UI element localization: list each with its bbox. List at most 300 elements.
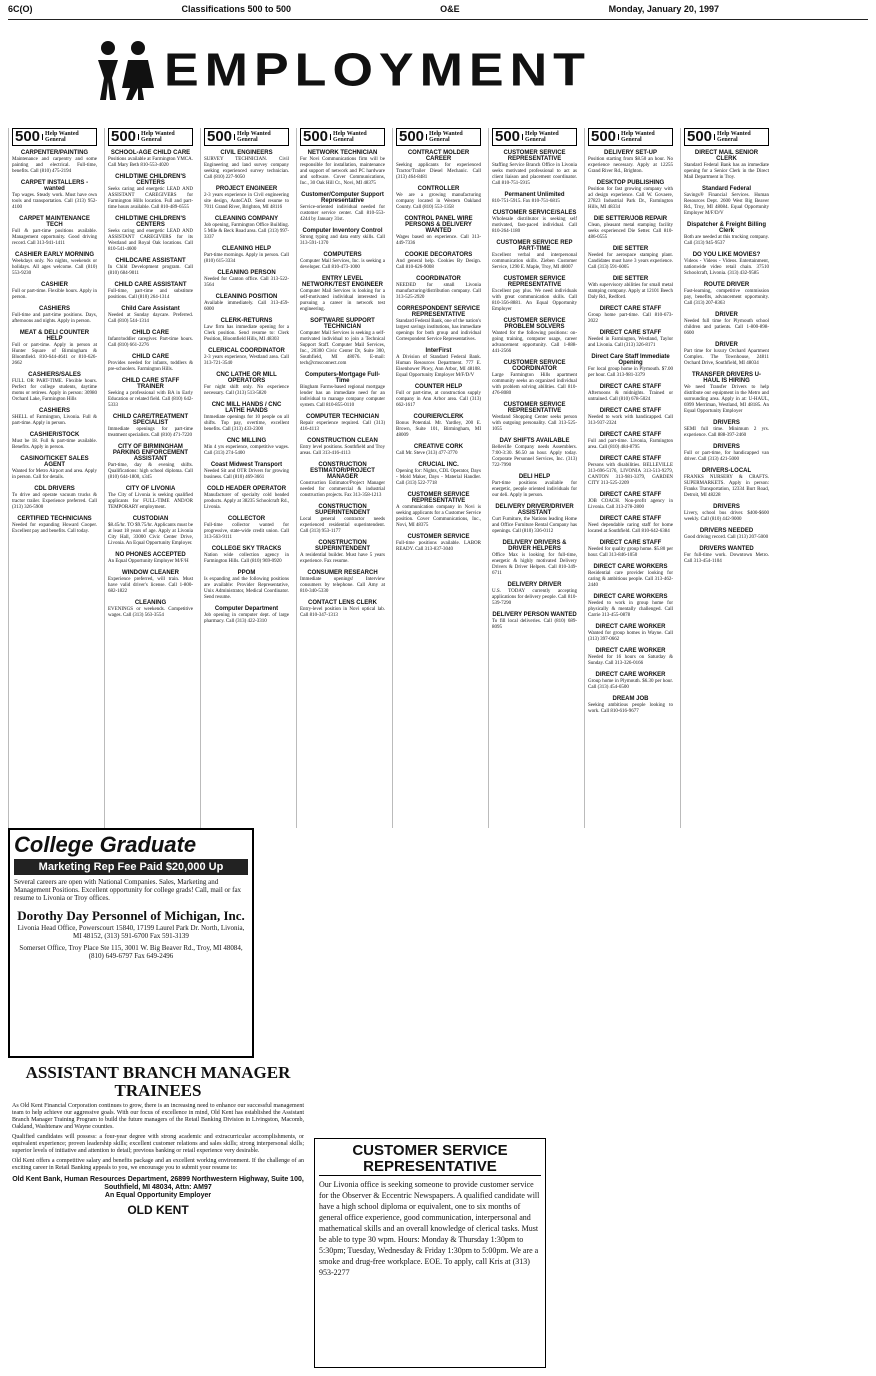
classified-ad <box>492 582 577 607</box>
classified-ad <box>396 306 481 343</box>
ad-body: Service-oriented individual needed for customer service center. Call 810-553-4244 by January 31st. <box>300 205 385 222</box>
classified-ad <box>12 150 97 175</box>
ad-body: Full-time positions available. LABOR READY. Call 313-837-3040 <box>396 541 481 552</box>
ad-body: Infant/toddler caregiver. Part-time hours. Call (810) 661-2276 <box>108 337 193 348</box>
ad-body: 2-3 years experience in Civil engineering site design, AutoCAD. Send resume to 7011 Grand River, Brighton, MI 48116 <box>204 193 289 210</box>
classified-ad <box>396 186 481 211</box>
classified-ad <box>12 282 97 301</box>
classified-ad <box>396 276 481 301</box>
classified-ad <box>588 516 673 535</box>
ad-title: Computers-Mortgage Full-Time <box>305 372 380 384</box>
abm-intro: As Old Kent Financial Corporation continues to grow, there is an increasing need to enhance our successful management team to help achieve our aggressive goals. With our focus of excellence in mind, Old Kent has established the Assistant Branch Manager Training Program to build the future managers of the Retail Banking Division in Livingston, Macomb, Oakland, Washtenaw and Wayne counties. <box>12 1103 304 1130</box>
classified-ad <box>684 528 769 541</box>
ad-title: COORDINATOR <box>416 276 461 282</box>
ad-title: DELIVERY DRIVER/DRIVER ASSISTANT <box>495 504 574 516</box>
column-heading <box>396 128 481 146</box>
ad-title: DIRECT CARE STAFF <box>599 330 662 336</box>
ad-body: Seeks caring and energetic LEAD AND ASSISTANT CAREGIVERS for its Westland and Royal Oak locations. Call 810-541-4600 <box>108 229 193 252</box>
banner-title: EMPLOYMENT <box>164 43 591 97</box>
classified-ad <box>204 486 289 511</box>
ad-body: An Equal Opportunity Employer M/F/H <box>108 559 189 564</box>
ad-title: COLLECTOR <box>227 516 266 522</box>
ad-title: Computer Inventory Control <box>302 228 383 234</box>
classified-ad <box>588 648 673 667</box>
ad-body: Local general contractor needs experienced residential superintendent. Call (313) 953-1177 <box>300 517 385 534</box>
ad-title: Child Care Assistant <box>121 306 180 312</box>
classified-ad <box>12 408 97 427</box>
classified-ad <box>492 402 577 433</box>
classified-ad <box>108 600 193 619</box>
college-ad-body: Several careers are open with National Companies. Sales, Marketing and Management Positions. Excellent opportunity for college grads! Call, mail or fax resume to Livonia or Troy offices. <box>14 878 242 902</box>
ad-body: Construction Estimator/Project Manager needed for commercial & industrial construction projects. Fax 313-358-1213 <box>300 481 385 498</box>
ad-title: COLD HEADER OPERATOR <box>206 486 287 492</box>
ad-title: DRIVERS NEEDED <box>699 528 754 534</box>
classified-ad <box>588 564 673 589</box>
classified-ad <box>396 492 481 529</box>
ad-title: CASHIERS <box>38 306 70 312</box>
ad-body: Group home part-time. Call 810-673-2022 <box>588 313 673 324</box>
ad-body: For Novi Communications firm will be responsible for installation, maintenance and support of network and PC hardware and software. Cover Communications, Inc., 30 Oak Hill Ct., Novi, MI 48375 <box>300 157 385 186</box>
college-graduate-ad <box>8 828 254 1058</box>
classified-ad <box>492 240 577 271</box>
classified-ad <box>204 318 289 343</box>
classified-ad <box>12 486 97 511</box>
ad-title: ENTRY LEVEL NETWORK/TEST ENGINEER <box>301 276 383 288</box>
classified-ad <box>588 246 673 271</box>
ad-body: Wanted for the following positions: on-going training, computer usage, career advancement opportunity. Call 1-888-441-2566 <box>492 331 577 354</box>
ad-title: CARPET MAINTENANCE TECH <box>19 216 90 228</box>
ad-title: DIRECT CARE STAFF <box>599 408 662 414</box>
classified-ad <box>12 330 97 367</box>
ad-title: DRIVER <box>715 342 738 348</box>
ad-body: For local group home in Plymouth. $7.00 per hour. Call 313-981-3379 <box>588 367 673 378</box>
classified-ad <box>12 252 97 277</box>
ad-title: CONSTRUCTION CLEAN <box>307 438 378 444</box>
ad-title: DRIVERS <box>713 420 740 426</box>
ad-title: Customer/Computer Support Representative <box>301 192 384 204</box>
ad-body: Excellent pay plus. We need individuals with great communication skills. Call 810-356-8881. An Equal Opportunity Employer <box>492 289 577 312</box>
classification-label: Help Wanted General <box>525 131 559 143</box>
ad-body: Seeking ambitious people looking to work. Call 810-616-9677 <box>588 703 673 714</box>
ad-title: CLERK-RETURNS <box>220 318 273 324</box>
college-ad-office-livonia: Livonia Head Office, Powerscourt 15840, 17199 Laurel Park Dr. North, Livonia, MI 48152, (313) 591-6700 Fax 591-3139 <box>17 924 245 940</box>
ad-title: CREATIVE CORK <box>413 444 464 450</box>
ad-body: Needed full time for Plymouth school children and patients. Call 1-800-898-6600 <box>684 319 769 336</box>
ad-body: Videos - Videos - Videos. Entertainment, nationwide video retail chain. 37510 Schoolcraft, Livonia. (313) 432-9585 <box>684 259 769 276</box>
classified-ad <box>684 150 769 181</box>
ad-body: Opening for: Nights, CDL Operator, Days - Mold Maker, Days - Material Handler. Call (313) 522-7718 <box>396 469 481 486</box>
classified-ad <box>108 486 193 511</box>
assistant-branch-manager-ad <box>8 1062 308 1372</box>
classified-ad <box>396 534 481 553</box>
ad-title: Computer Department <box>214 606 279 612</box>
classified-ad <box>684 420 769 439</box>
ad-body: We need Transfer Drivers to help distribute our equipment in the Metro and surrounding area. Apply in at: U-HAUL, 6999 Merriman, Westland, MI 48185. An Equal Opportunity Employer <box>684 385 769 414</box>
ad-body: Seeks caring and energetic LEAD AND ASSISTANT CAREGIVERS for Farmington Hills location. Full and part-time hours available. Call 810-489-6555 <box>108 187 193 210</box>
classified-ad <box>12 516 97 535</box>
ad-title: CASHIER <box>40 282 68 288</box>
ad-body: Entry-level position in Novi optical lab. Call 810-347-1313 <box>300 607 385 618</box>
ad-body: The City of Livonia is seeking qualified applicants for FULL-TIME AND/OR TEMPORARY employment. <box>108 493 193 510</box>
ad-title: CIVIL ENGINEERS <box>220 150 273 156</box>
column-heading <box>684 128 769 146</box>
ad-title: CLERICAL COORDINATOR <box>208 348 285 354</box>
classified-column <box>488 128 580 828</box>
ad-title: CHILD CARE ASSISTANT <box>114 282 187 288</box>
ad-title: CHILD CARE/TREATMENT SPECIALIST <box>112 414 189 426</box>
classified-column <box>8 128 100 828</box>
ad-body: JOB COACH. Non-profit agency in Livonia. Call 313-278-2800 <box>588 499 673 510</box>
ad-title: CONSTRUCTION SUPERINTENDENT <box>314 504 370 516</box>
column-heading <box>588 128 673 146</box>
ad-body: 2-3 years experience, Westland area. Call 313-721-3540 <box>204 355 289 366</box>
ad-title: DRIVERS <box>713 504 740 510</box>
ad-body: Maintenance and carpentry and some painting and electrical. Full-time, benefits. Call (810) 475-2194 <box>12 157 97 174</box>
classified-ad <box>396 414 481 439</box>
classification-number: 500 <box>13 134 43 140</box>
classified-ad <box>684 222 769 247</box>
classified-ad <box>204 438 289 457</box>
classified-ad <box>588 540 673 559</box>
ad-title: CHILDCARE ASSISTANT <box>115 258 186 264</box>
ad-body: Savings® Financial Services. Human Resources Dept. 2600 West Big Beaver Rd., Troy, MI 48084. Equal Opportunity Employer M/F/D/V <box>684 193 769 216</box>
ad-title: CLEANING <box>134 600 167 606</box>
ad-title: CUSTOMER SERVICE/SALES <box>492 210 577 216</box>
classified-columns <box>8 128 868 828</box>
classified-ad <box>588 492 673 511</box>
classified-ad <box>204 402 289 433</box>
classified-ad <box>588 624 673 643</box>
classified-ad <box>684 342 769 367</box>
ad-title: CONSTRUCTION ESTIMATOR/PROJECT MANAGER <box>310 462 375 480</box>
classified-column <box>104 128 196 828</box>
ad-title: CLEANING COMPANY <box>214 216 279 222</box>
ad-title: CONSUMER RESEARCH <box>307 570 378 576</box>
ad-body: Position for fast growing company with ad design experience. Call W. Govaere, 27823 Industrial Park Dr., Farmington Hills, MI 48334 <box>588 187 673 210</box>
classified-ad <box>588 672 673 691</box>
ad-body: Wages based on experience. Call 313-449-7336 <box>396 235 481 246</box>
ad-title: InterFirst <box>425 348 452 354</box>
page-code: 6C(O) <box>8 4 33 14</box>
ad-body: Weekdays only. No nights, weekends or holidays. All ages welcome. Call (810) 553-9230 <box>12 259 97 276</box>
college-ad-firm: Dorothy Day Personnel of Michigan, Inc. <box>17 908 245 923</box>
ad-title: DIRECT MAIL SENIOR CLERK <box>694 150 759 162</box>
classification-label: Help Wanted General <box>141 131 175 143</box>
classification-label: Help Wanted General <box>237 131 271 143</box>
classified-ad <box>492 192 577 205</box>
ad-body: For night shift only. No experience necessary. Call (313) 513-5820 <box>204 385 289 396</box>
ad-body: Full or part-time. Flexible hours. Apply in person. <box>12 289 97 300</box>
ad-body: In Child Development program. Call (810) 684-9011 <box>108 265 193 276</box>
ad-title: DELI HELP <box>518 474 551 480</box>
ad-title: CUSTOMER SERVICE REPRESENTATIVE <box>407 492 470 504</box>
paper-name: O&E <box>440 4 460 14</box>
ad-body: Curt Furniture, the Nations leading Home and Office Furniture Rental Company has openings. Call (810) 336-0112 <box>492 517 577 534</box>
classified-ad <box>492 150 577 187</box>
ad-body: Standard Federal Bank has an immediate opening for a Senior Clerk in the Direct Mail Department in Troy. <box>684 163 769 180</box>
ad-title: CNC MILLING <box>226 438 267 444</box>
ad-body: And general help. Cookies By Design. Call 810-626-9008 <box>396 259 481 270</box>
ad-title: CHILDTIME CHILDREN'S CENTERS <box>115 174 186 186</box>
classified-ad <box>12 216 97 247</box>
ad-title: DRIVER <box>715 312 738 318</box>
classified-ad <box>108 216 193 253</box>
classified-ad <box>108 306 193 325</box>
ad-title: TRANSFER DRIVERS U-HAUL IS HIRING <box>691 372 761 384</box>
worker-figures-icon <box>90 38 160 102</box>
classified-ad <box>108 174 193 211</box>
ad-title: CUSTOMER SERVICE REPRESENTATIVE <box>503 276 566 288</box>
ad-title: PROJECT ENGINEER <box>215 186 278 192</box>
ad-body: Full or part-time, for handicapped van driver. Call (313) 421-5000 <box>684 451 769 462</box>
ad-title: DIE SETTER/JOB REPAIR <box>593 216 668 222</box>
classified-column <box>296 128 388 828</box>
ad-body: Job opening, Farmington Office Building. 5 Mile & Beck Road area. Call (313) 997-3337 <box>204 223 289 240</box>
ad-body: EVENINGS or weekends. Competitive wages. Call (313) 563-3554 <box>108 607 193 618</box>
ad-body: Full & part-time positions available. Management opportunity. Good driving record. Call 313-941-1411 <box>12 229 97 246</box>
ad-body: Position starting from $8.50 an hour. No experience necessary. Apply at 12255 Grand River Rd., Brighton. <box>588 157 673 174</box>
classified-ad <box>588 330 673 349</box>
classified-ad <box>300 570 385 595</box>
classified-ad <box>396 444 481 457</box>
ad-body: Full and part-time. Livonia, Farmington area. Call (810) 484-8795 <box>588 439 673 450</box>
ad-body: Law firm has immediate opening for a Clerk position. Send resume to: Clerk Position, Bloomfield Hills, MI 48303 <box>204 325 289 342</box>
ad-body: Needed Sit and OTR Drivers for growing business. Call (810) 469-3661 <box>204 469 289 480</box>
classified-column <box>584 128 676 828</box>
column-heading <box>300 128 385 146</box>
ad-body: Standard Federal Bank, one of the nation's largest savings institutions, has immediate openings for both group and individual Correspondent Service Representatives. <box>396 319 481 342</box>
ad-body: Seeking a professional with BA in Early Education or related field. Call (810) 642-5333 <box>108 391 193 408</box>
ad-title: CLEANING HELP <box>221 246 271 252</box>
ad-title: DELIVERY SET-UP <box>603 150 657 156</box>
ad-title: SOFTWARE SUPPORT TECHNICIAN <box>310 318 375 330</box>
ad-body: Needed to work in group home for physically & mentally challenged. Call Carrie 313-455-0878 <box>588 601 673 618</box>
ad-title: CRUCIAL INC. <box>418 462 459 468</box>
ad-body: Livery, school bus driver. $400-$600 weekly. Call (810) 442-9000 <box>684 511 769 522</box>
classified-ad <box>108 150 193 169</box>
classified-ad <box>300 462 385 499</box>
ad-body: SURVEY TECHNICIAN. Civil Engineering and land survey company seeking experienced survey technician. Call (810) 227-9050 <box>204 157 289 180</box>
customer-service-rep-ad <box>314 1138 546 1368</box>
ad-body: Group home in Plymouth. $6.30 per hour. Call (313) 454-6500 <box>588 679 673 690</box>
ad-body: Needed at Sunday daycare. Preferred. Call (810) 544-1314 <box>108 313 193 324</box>
ad-title: Coast Midwest Transport <box>210 462 283 468</box>
section-label: Classifications 500 to 500 <box>181 4 292 14</box>
classified-ad <box>396 252 481 271</box>
ad-body: Needed for Canton office. Call 313-522-3564 <box>204 277 289 288</box>
ad-body: Part time for luxury Orchard Apartment Complex. The Townhouse, 24811 Orchard Drive, Southfield, MI 48034 <box>684 349 769 366</box>
ad-body: Immediate openings! Interview consumers by telephone. Call Amy at 810-340-5330 <box>300 577 385 594</box>
classified-ad <box>300 600 385 619</box>
classified-ad <box>588 276 673 301</box>
ad-title: DIRECT CARE STAFF <box>599 432 662 438</box>
ad-title: DELIVERY PERSON WANTED <box>492 612 577 618</box>
abm-offer: Old Kent offers a competitive salary and benefits package and an excellent working environment. If the challenge of an exciting career in Retail Banking appeals to you, we encourage you to submit your resume to: <box>12 1158 304 1171</box>
ad-title: PPOM <box>237 570 256 576</box>
ad-body: Wanted for group homes in Wayne. Call (313) 397-0662 <box>588 631 673 642</box>
column-heading <box>492 128 577 146</box>
classified-ad <box>300 150 385 187</box>
ad-title: CDL DRIVERS <box>34 486 75 492</box>
ad-title: DAY SHIFTS AVAILABLE <box>499 438 570 444</box>
ad-body: Part-time, day & evening shifts. Qualifications: high school diploma. Call (810) 644-1800, x345 <box>108 463 193 480</box>
ad-title: CASHIERS <box>38 408 70 414</box>
ad-title: CONSTRUCTION SUPERINTENDENT <box>314 540 370 552</box>
ad-body: Must be 18. Full & part-time available. Benefits. Apply in person. <box>12 439 97 450</box>
classified-ad <box>300 192 385 223</box>
ad-title: CHILD CARE <box>132 330 169 336</box>
classified-ad <box>492 540 577 577</box>
classified-ad <box>108 444 193 481</box>
classification-label: Help Wanted General <box>717 131 751 143</box>
ad-body: Nation wide collection agency in Farmington Hills. Call (810) 969-0920 <box>204 553 289 564</box>
classified-ad <box>12 306 97 325</box>
ad-body: SEMI full time. Minimum 2 yrs. experience. Call 888-397-2460 <box>684 427 769 438</box>
ad-title: CORRESPONDENT SERVICE REPRESENTATIVE <box>397 306 480 318</box>
classified-ad <box>396 150 481 181</box>
ad-body: We are a growing manufacturing company located in Western Oakland County. Call (810) 553-1358 <box>396 193 481 210</box>
classification-number: 500 <box>493 134 523 140</box>
ad-title: DIRECT CARE WORKER <box>595 648 666 654</box>
abm-address: Old Kent Bank, Human Resources Department, 26899 Northwestern Highway, Suite 100, Southfield, MI 48034, Attn: AM97 <box>12 1176 304 1191</box>
classified-ad <box>204 348 289 367</box>
ad-title: DIRECT CARE STAFF <box>599 492 662 498</box>
classified-ad <box>204 462 289 481</box>
ad-body: Immediate openings for part-time treatment specialists. Call (810) 471-7220 <box>108 427 193 438</box>
abm-eoe: An Equal Opportunity Employer <box>104 1192 212 1199</box>
ad-title: Standard Federal <box>701 186 751 192</box>
ad-title: CHILD CARE STAFF TRAINER <box>121 378 180 390</box>
ad-body: Need dependable caring staff for home located at Southfield. Call 810-642-6384 <box>588 523 673 534</box>
classified-ad <box>396 384 481 409</box>
ad-body: With supervisory abilities for small metal stamping company. Apply at 12101 Beech Daly Rd., Redford. <box>588 283 673 300</box>
ad-body: Part-time positions available for energetic, people oriented individuals for our deli. Apply in person. <box>492 481 577 498</box>
ad-title: DIRECT CARE STAFF <box>599 306 662 312</box>
column-heading <box>204 128 289 146</box>
classification-label: Help Wanted General <box>45 131 79 143</box>
classified-ad <box>492 504 577 535</box>
classified-ad <box>300 372 385 409</box>
classified-ad <box>12 180 97 211</box>
ad-title: DRIVERS-LOCAL <box>701 468 752 474</box>
ad-body: Full-time collector wanted for progressive, state-wide credit union. Call 313-563-9111 <box>204 523 289 540</box>
ad-body: Both are needed at this trucking company. Call (313) 945-9537 <box>684 235 769 246</box>
ad-title: CARPENTER/PAINTING <box>20 150 89 156</box>
classified-ad <box>300 276 385 313</box>
classified-ad <box>108 378 193 409</box>
ad-title: NETWORK TECHNICIAN <box>307 150 378 156</box>
ad-title: CASHIER EARLY MORNING <box>14 252 94 258</box>
ad-body: Computer Mail Services, Inc. is seeking a developer. Call 810-473-1000 <box>300 259 385 270</box>
ad-body: FRANKS NURSERY & CRAFTS. SUPERMARKETS. Apply in person: Franks Transportation, 12334 Burt Road, Detroit, MI 48228 <box>684 475 769 498</box>
ad-body: Strong typing and data entry skills. Call 313-591-1370 <box>300 235 385 246</box>
classified-ad <box>588 696 673 715</box>
classified-ad <box>108 354 193 373</box>
classified-ad <box>108 330 193 349</box>
abm-title: ASSISTANT BRANCH MANAGER TRAINEES <box>25 1063 291 1100</box>
ad-title: COLLEGE SKY TRACKS <box>211 546 282 552</box>
classification-number: 500 <box>397 134 427 140</box>
classified-ad <box>492 318 577 355</box>
ad-body: Persons with disabilities. BELLEVILLE 313-696-5176, LIVONIA 313-513-9279, CANTON 313-981-3379, GARDEN CITY 313-525-2209 <box>588 463 673 486</box>
classified-ad <box>492 612 577 631</box>
ad-title: CUSTODIAN <box>132 516 169 522</box>
ad-title: CHILD CARE <box>132 354 169 360</box>
ad-body: Wanted for Metro Airport and area. Apply in person. Call for details. <box>12 469 97 480</box>
ad-title: DIRECT CARE WORKERS <box>593 564 668 570</box>
ad-title: CUSTOMER SERVICE <box>407 534 470 540</box>
ad-title: Dispatcher & Freight Billing Clerk <box>686 222 766 234</box>
classified-ad <box>492 474 577 499</box>
classified-ad <box>300 252 385 271</box>
ad-body: Needed for quality group home. $5.80 per hour. Call 313-846-1050 <box>588 547 673 558</box>
classified-ad <box>684 312 769 337</box>
ad-body: Bonus Potential. Mr. Yardley, 200 E. Brown, Suite 101, Birmingham, MI 48009 <box>396 421 481 438</box>
ad-title: CONTROL PANEL WIRE PERSONS & DELIVERY WANTED <box>404 216 473 234</box>
ad-body: Entry level positions. Southfield and Troy areas. Call 313-416-4113 <box>300 445 385 456</box>
classified-ad <box>588 354 673 379</box>
ad-title: CARPET INSTALLERS - wanted <box>20 180 89 192</box>
ad-title: COOKIE DECORATORS <box>404 252 473 258</box>
ad-title: MEAT & DELI COUNTER HELP <box>19 330 90 342</box>
ad-title: CHILDTIME CHILDREN'S CENTERS <box>115 216 186 228</box>
classified-ad <box>684 444 769 463</box>
classified-ad <box>684 372 769 415</box>
ad-title: DREAM JOB <box>612 696 649 702</box>
ad-body: A communication company in Novi is seeking applicants for a Customer Service position. Cover Communications, Inc., Novi, MI 48375 <box>396 505 481 528</box>
classified-ad <box>684 546 769 565</box>
ad-title: SCHOOL-AGE CHILD CARE <box>110 150 191 156</box>
college-ad-office-troy: Somerset Office, Troy Place Ste 115, 3001 W. Big Beaver Rd., Troy, MI 48084, (810) 649-6797 Fax 649-2496 <box>19 944 243 960</box>
classified-ad <box>108 414 193 439</box>
ad-title: CERTIFIED TECHNICIANS <box>17 516 92 522</box>
classified-ad <box>300 504 385 535</box>
classified-ad <box>684 252 769 277</box>
ad-body: A residential builder. Must have 5 years experience. Fax resume. <box>300 553 385 564</box>
classified-ad <box>588 384 673 403</box>
classification-number: 500 <box>205 134 235 140</box>
ad-body: Office Max is looking for full-time, energetic & highly motivated Delivery Drivers & Driver Helpers. Call 810-349-6711 <box>492 553 577 576</box>
employment-banner <box>90 38 780 102</box>
ad-body: U.S. TODAY currently accepting applications for delivery people. Call 810-539-7290 <box>492 589 577 606</box>
classification-number: 500 <box>589 134 619 140</box>
ad-body: Bingham Farms-based regional mortgage lender has an immediate need for an individual to manage company computer system. Call 810-855-0110 <box>300 385 385 408</box>
ad-title: CUSTOMER SERVICE REPRESENTATIVE <box>503 402 566 414</box>
ad-body: Available immediately. Call 313-459-6000 <box>204 301 289 312</box>
ad-title: DIRECT CARE STAFF <box>599 456 662 462</box>
ad-title: DIE SETTER <box>612 246 649 252</box>
ad-body: Clean, pleasant metal stamping facility seeks experienced Die Setter. Call 810-486-0555 <box>588 223 673 240</box>
ad-body: 810-751-5915. Fax 810-751-6815 <box>492 199 560 204</box>
classified-column <box>680 128 772 828</box>
ad-body: To drive and operate vacuum trucks & tractor trailer. Experience preferred. Call (313) 326-5900 <box>12 493 97 510</box>
classified-ad <box>204 372 289 397</box>
classified-ad <box>204 294 289 313</box>
ad-body: Job opening in computer dept. of large pharmacy. Call (313) 422-3310 <box>204 613 289 624</box>
ad-title: DIRECT CARE WORKERS <box>593 594 668 600</box>
ad-title: ROUTE DRIVER <box>703 282 750 288</box>
csr-body: Our Livonia office is seeking someone to provide customer service for the Observer & Eccentric Newspapers. A qualified candidate will have a high school diploma or equivalent, one to six months of general office experience, good communication, interpersonal and mathematical skills and an overall knowledge of clerical tasks. Must be able to type 30 wpm. Hours: Monday & Thursday 1:30pm to 5:30pm; Tuesday, Wednesday & Friday 1:30pm to 5:00pm. We are a smoke and drug-free workplace. EOE. To apply, call Kris at (313) 953-2277 <box>319 1180 540 1277</box>
ad-body: Afternoons & midnights. Trained or untrained. Call (810) 678-5024 <box>588 391 673 402</box>
ad-body: Experience preferred, will train. Must have valid driver's license. Call 1-800-682-1822 <box>108 577 193 594</box>
ad-body: Large Farmington Hills apartment community seeks an organized individual with problem solving abilities. Call 810-476-8080 <box>492 373 577 396</box>
classified-ad <box>204 150 289 181</box>
classified-ad <box>588 432 673 451</box>
ad-body: Full or part-time. Apply in person at Hunter Square of Birmingham & Bloomfield. 810-644-4641 or 810-626-2662 <box>12 343 97 366</box>
classified-ad <box>204 516 289 541</box>
classified-ad <box>396 216 481 247</box>
classified-ad <box>588 216 673 241</box>
